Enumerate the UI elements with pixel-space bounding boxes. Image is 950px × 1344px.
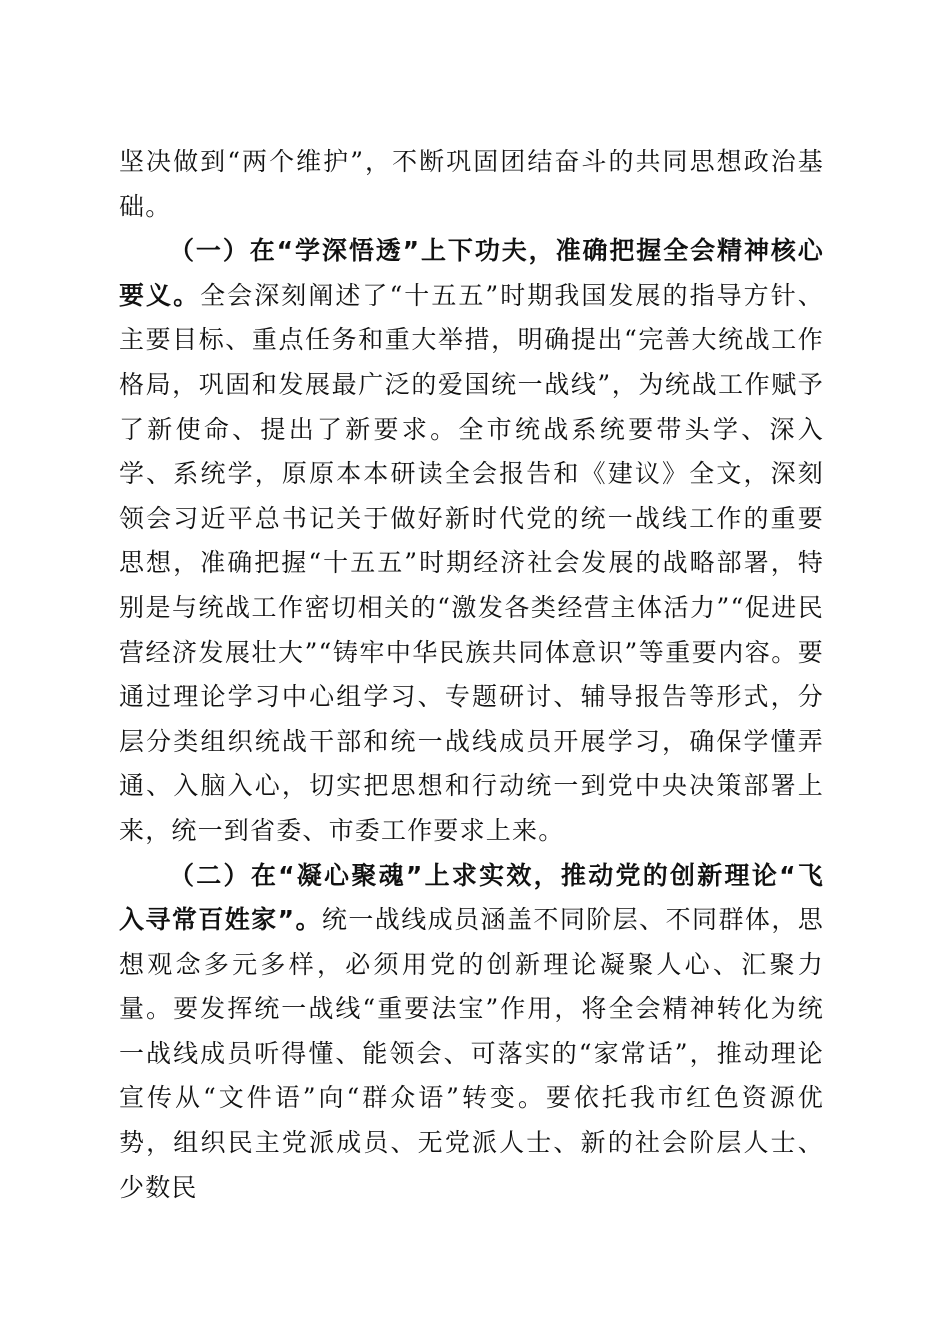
paragraph-continuation — [119, 140, 824, 229]
paragraph-section-one — [119, 229, 824, 853]
section-one-heading: （一）在“学深悟透”上下功夫，准确把握全会精神核心要义。 — [119, 236, 824, 310]
paragraph-text: 统一战线成员涵盖不同阶层、不同群体，思想观念多元多样，必须用党的创新理论凝聚人心、汇聚力量。要发挥统一战线“重要法宝”作用，将全会精神转化为统一战线成员听得懂、能领会、可落实的“家常话”，推动理论宣传从“文件语”向“群众语”转变。要依托我市红色资源优势，组织民主党派成员、无党派人士、新的社会阶层人士、少数民 — [119, 905, 824, 1202]
paragraph-section-two — [119, 854, 824, 1211]
paragraph-text: 坚决做到“两个维护”，不断巩固团结奋斗的共同思想政治基础。 — [119, 147, 824, 221]
section-two-heading: （二）在“凝心聚魂”上求实效，推动党的创新理论“飞入寻常百姓家”。 — [119, 860, 824, 935]
document-body — [119, 140, 824, 1210]
paragraph-text: 全会深刻阐述了“十五五”时期我国发展的指导方针、主要目标、重点任务和重大举措，明确提出“完善大统战工作格局，巩固和发展最广泛的爱国统一战线”，为统战工作赋予了新使命、提出了新要求。全市统战系统要带头学、深入学、系统学，原原本本研读全会报告和《建议》全文，深刻领会习近平总书记关于做好新时代党的统一战线工作的重要思想，准确把握“十五五”时期经济社会发展的战略部署，特别是与统战工作密切相关的“激发各类经营主体活力”“促进民营经济发展壮大”“铸牢中华民族共同体意识”等重要内容。要通过理论学习中心组学习、专题研讨、辅导报告等形式，分层分类组织统战干部和统一战线成员开展学习，确保学懂弄通、入脑入心，切实把思想和行动统一到党中央决策部署上来，统一到省委、市委工作要求上来。 — [119, 280, 824, 845]
